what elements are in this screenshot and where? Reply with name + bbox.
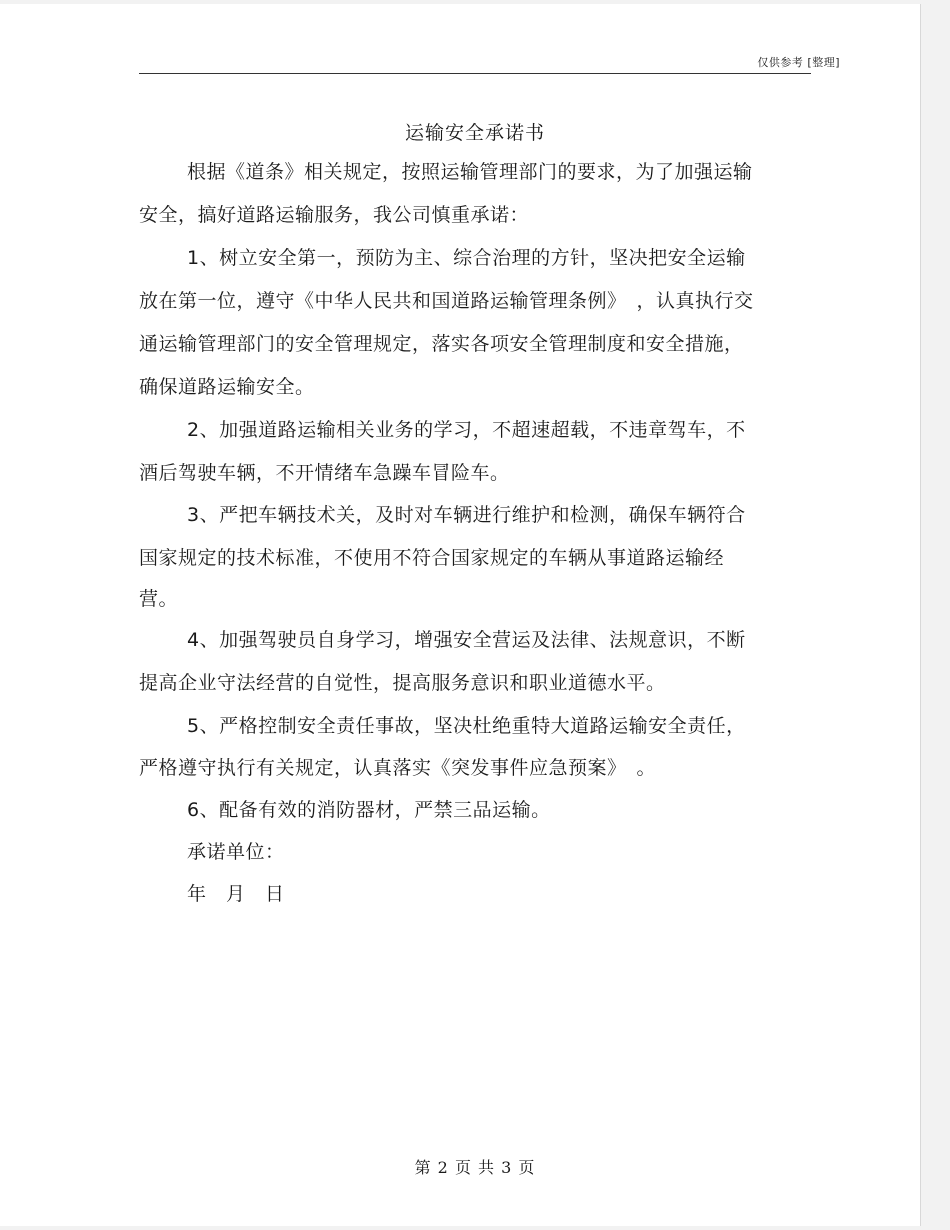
body-line: 5、严格控制安全责任事故，坚决杜绝重特大道路运输安全责任， bbox=[187, 715, 746, 737]
body-line: 2、加强道路运输相关业务的学习，不超速超载，不违章驾车，不 bbox=[187, 419, 746, 441]
body-line: 确保道路运输安全。 bbox=[139, 376, 315, 398]
date-line: 年 月 日 bbox=[187, 883, 285, 905]
body-line: 通运输管理部门的安全管理规定，落实各项安全管理制度和安全措施， bbox=[139, 333, 744, 355]
header-note: 仅供参考 [整理] bbox=[757, 56, 840, 69]
body-line: 1、树立安全第一，预防为主、综合治理的方针，坚决把安全运输 bbox=[187, 247, 746, 269]
body-line: 3、严把车辆技术关，及时对车辆进行维护和检测，确保车辆符合 bbox=[187, 504, 746, 526]
header-divider bbox=[139, 73, 811, 74]
body-line: 营。 bbox=[139, 588, 179, 610]
body-line: 严格遵守执行有关规定，认真落实《突发事件应急预案》 。 bbox=[139, 757, 657, 779]
body-line: 提高企业守法经营的自觉性，提高服务意识和职业道德水平。 bbox=[139, 672, 666, 694]
body-line: 4、加强驾驶员自身学习，增强安全营运及法律、法规意识，不断 bbox=[187, 629, 746, 651]
body-line: 酒后驾驶车辆，不开情绪车急躁车冒险车。 bbox=[139, 462, 510, 484]
body-line: 安全，搞好道路运输服务，我公司慎重承诺： bbox=[139, 204, 530, 226]
body-line: 6、配备有效的消防器材，严禁三品运输。 bbox=[187, 799, 551, 821]
document-page bbox=[0, 4, 921, 1226]
page-number: 第 2 页 共 3 页 bbox=[414, 1158, 536, 1177]
document-title: 运输安全承诺书 bbox=[404, 122, 545, 144]
body-line: 根据《道条》相关规定，按照运输管理部门的要求，为了加强运输 bbox=[187, 161, 753, 183]
signature-label: 承诺单位： bbox=[187, 841, 285, 863]
body-line: 国家规定的技术标准，不使用不符合国家规定的车辆从事道路运输经 bbox=[139, 547, 725, 569]
body-line: 放在第一位，遵守《中华人民共和国道路运输管理条例》 ，认真执行交 bbox=[139, 290, 754, 312]
